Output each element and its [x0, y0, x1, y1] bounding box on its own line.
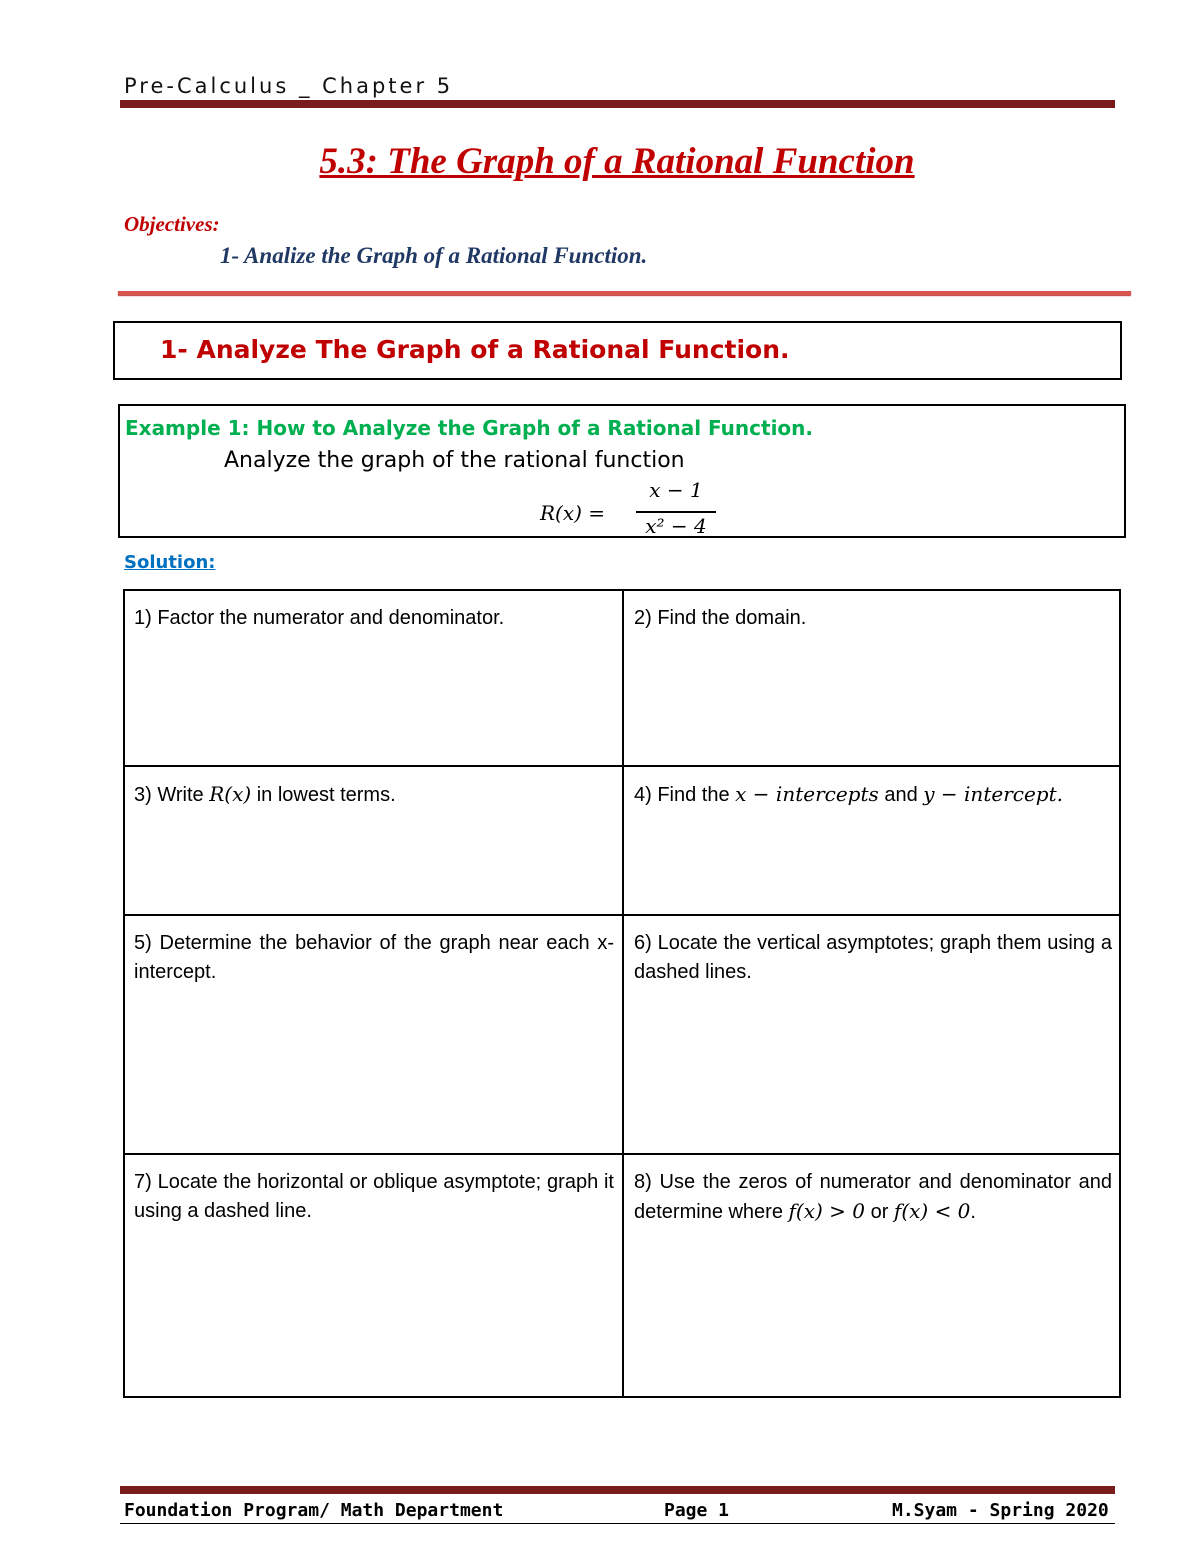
step-4 — [634, 780, 1112, 810]
objective-item: 1- Analize the Graph of a Rational Function. — [220, 243, 648, 268]
formula-lhs: R(x) = — [540, 501, 606, 525]
step-8-math-negative: f(x) < 0 — [893, 1199, 971, 1223]
example-box — [118, 404, 1126, 538]
header-chapter: Pre-Calculus _ Chapter 5 — [124, 74, 454, 98]
step-7: 7) Locate the horizontal or oblique asymptote; graph it using a dashed line. — [134, 1171, 614, 1222]
grid-divider-row-3 — [125, 1153, 1119, 1155]
footer-right: M.Syam - Spring 2020 — [892, 1500, 1109, 1521]
page-title: 5.3: The Graph of a Rational Function — [319, 141, 915, 182]
footer-left: Foundation Program/ Math Department — [124, 1500, 504, 1521]
step-8-text-end: . — [970, 1201, 976, 1223]
step-3-math: R(x) — [209, 782, 252, 806]
step-4-math-y: y − intercept. — [923, 782, 1063, 806]
solution-label: Solution: — [124, 552, 216, 573]
step-8-math-positive: f(x) > 0 — [788, 1199, 866, 1223]
header-rule — [120, 100, 1115, 108]
step-4-text-mid: and — [878, 784, 924, 806]
step-4-math-x: x − intercepts — [735, 782, 879, 806]
step-1: 1) Factor the numerator and denominator. — [134, 607, 505, 629]
grid-divider-vertical — [622, 591, 624, 1396]
step-4-text: 4) Find the — [634, 784, 736, 806]
example-title: Example 1: How to Analyze the Graph of a Rational Function. — [125, 416, 814, 440]
objectives-rule — [118, 291, 1131, 295]
step-3-text: 3) Write — [134, 784, 210, 806]
grid-divider-row-1 — [125, 765, 1119, 767]
footer-page: Page 1 — [664, 1500, 730, 1521]
step-6: 6) Locate the vertical asymptotes; graph them using a dashed lines. — [634, 932, 1112, 983]
footer-underline — [120, 1523, 1115, 1524]
step-3 — [134, 780, 614, 810]
step-8 — [634, 1168, 1112, 1227]
step-8-text: 8) Use the zeros of numerator and denominator and determine where — [634, 1171, 1112, 1223]
step-8-text-mid: or — [865, 1201, 894, 1223]
section-title: 1- Analyze The Graph of a Rational Function. — [160, 335, 790, 364]
example-task: Analyze the graph of the rational function — [224, 448, 685, 473]
objectives-label: Objectives: — [124, 212, 220, 236]
formula-denominator: x² − 4 — [645, 514, 707, 538]
steps-grid — [123, 589, 1121, 1398]
step-3-text-end: in lowest terms. — [251, 784, 396, 806]
fraction-bar — [636, 511, 716, 513]
grid-divider-row-2 — [125, 914, 1119, 916]
section-box — [113, 321, 1122, 380]
formula-numerator: x − 1 — [649, 478, 703, 502]
step-5: 5) Determine the behavior of the graph near each x-intercept. — [134, 932, 614, 983]
step-2: 2) Find the domain. — [634, 607, 807, 629]
footer-rule — [120, 1486, 1115, 1494]
